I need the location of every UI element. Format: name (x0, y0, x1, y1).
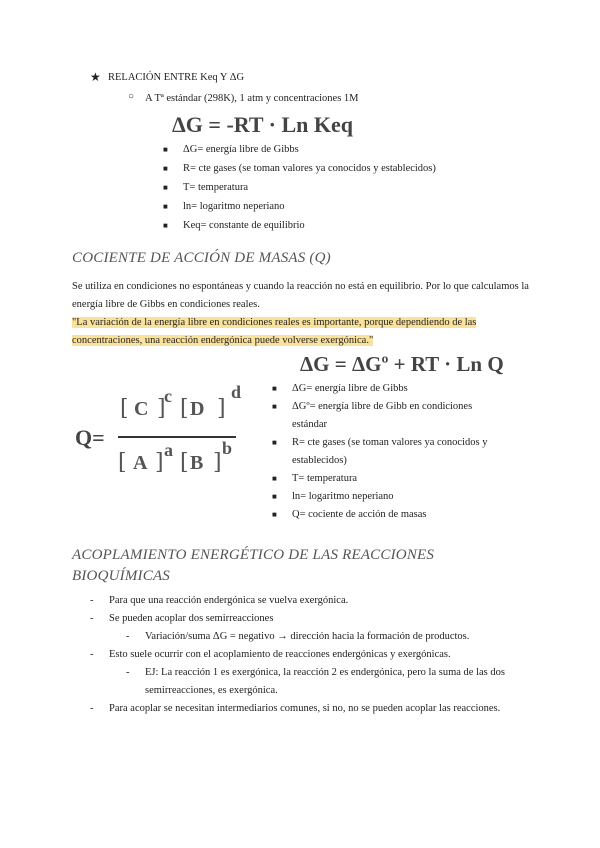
circle-bullet-icon: ○ (128, 91, 135, 102)
list-item: - Se pueden acoplar dos semirreacciones (90, 613, 274, 624)
denominator-letter-a: A (133, 452, 148, 474)
list-item: ■ T= temperatura (163, 178, 436, 197)
heading-line-1: ACOPLAMIENTO ENERGÉTICO DE LAS REACCIONES (72, 547, 435, 563)
heading-cociente: COCIENTE DE ACCIÓN DE MASAS (Q) (72, 250, 331, 266)
bracket-right-b: ] (213, 450, 222, 475)
exponent-a: a (164, 440, 173, 460)
highlighted-quote: "La variación de la energía libre en condiciones reales es importante, porque dependiendo de las concentraciones, una reacción endergónica puede volverse exergónica." (72, 317, 477, 346)
list-item: ■ ln= logaritmo neperiano (272, 488, 487, 506)
list-item: ■ R= cte gases (se toman valores ya conocidos y (272, 434, 487, 452)
exponent-d: d (231, 382, 242, 402)
section-title-keq-dg: RELACIÓN ENTRE Keq Y ΔG (108, 72, 245, 83)
definitions-list-2 (272, 380, 487, 524)
bracket-right-d: ] (217, 396, 226, 421)
heading-line-2: BIOQUÍMICAS (72, 568, 171, 584)
star-bullet-icon: ★ (90, 70, 101, 84)
coupling-list (90, 592, 505, 718)
bracket-left-c: [ (120, 396, 129, 421)
denominator-letter-b: B (190, 452, 204, 474)
exponent-c: c (164, 386, 172, 406)
bracket-right-c: ] (157, 396, 166, 421)
q-label: Q= (75, 425, 105, 450)
list-item: - EJ: La reacción 1 es exergónica, la reacción 2 es endergónica, pero la suma de las dos semirreacciones, es exergónica. (126, 667, 505, 696)
list-item: ■ ΔG= energía libre de Gibbs (272, 380, 487, 398)
definitions-list-1 (163, 140, 436, 235)
fraction-line (118, 436, 236, 438)
list-item-continuation: establecidos) (292, 455, 347, 466)
equation-delta-g-q: ΔG = ΔGº + RT · Ln Q (300, 352, 504, 376)
bracket-left-b: [ (180, 450, 189, 475)
list-item-continuation: estándar (292, 419, 327, 430)
list-item: ■ Q= cociente de acción de masas (272, 506, 487, 524)
list-item: - Para acoplar se necesitan intermediarios comunes, si no, no se pueden acoplar las reacciones. (90, 703, 501, 714)
numerator-letter-c: C (134, 398, 149, 420)
list-item: - Variación/suma ΔG = negativo → dirección hacia la formación de productos. (126, 631, 470, 642)
bracket-right-a: ] (155, 450, 164, 475)
list-item: ■ ΔG= energía libre de Gibbs (163, 140, 436, 159)
list-item: ■ T= temperatura (272, 470, 487, 488)
standard-conditions-text: A Tª estándar (298K), 1 atm y concentraciones 1M (145, 93, 359, 104)
bracket-left-a: [ (118, 450, 127, 475)
equation-delta-g-keq: ΔG = -RT · Ln Keq (172, 112, 354, 137)
numerator-letter-d: D (190, 398, 205, 420)
paragraph-cociente (72, 278, 532, 350)
bracket-left-d: [ (180, 396, 189, 421)
exponent-b: b (222, 438, 233, 458)
list-item: ■ R= cte gases (se toman valores ya conocidos y establecidos) (163, 159, 436, 178)
list-item: ■ ΔGº= energía libre de Gibb en condiciones (272, 398, 487, 416)
list-item: - Esto suele ocurrir con el acoplamiento de reacciones endergónicas y exergónicas. (90, 649, 451, 660)
list-item: ■ ln= logaritmo neperiano (163, 197, 436, 216)
heading-acoplamiento (72, 545, 434, 587)
paragraph-text: Se utiliza en condiciones no espontáneas y cuando la reacción no está en equilibrio. Por lo que calculamos la energía libre de Gibbs en condiciones reales. (72, 281, 529, 310)
list-item: ■ Keq= constante de equilibrio (163, 216, 436, 235)
list-item: - Para que una reacción endergónica se vuelva exergónica. (90, 595, 349, 606)
